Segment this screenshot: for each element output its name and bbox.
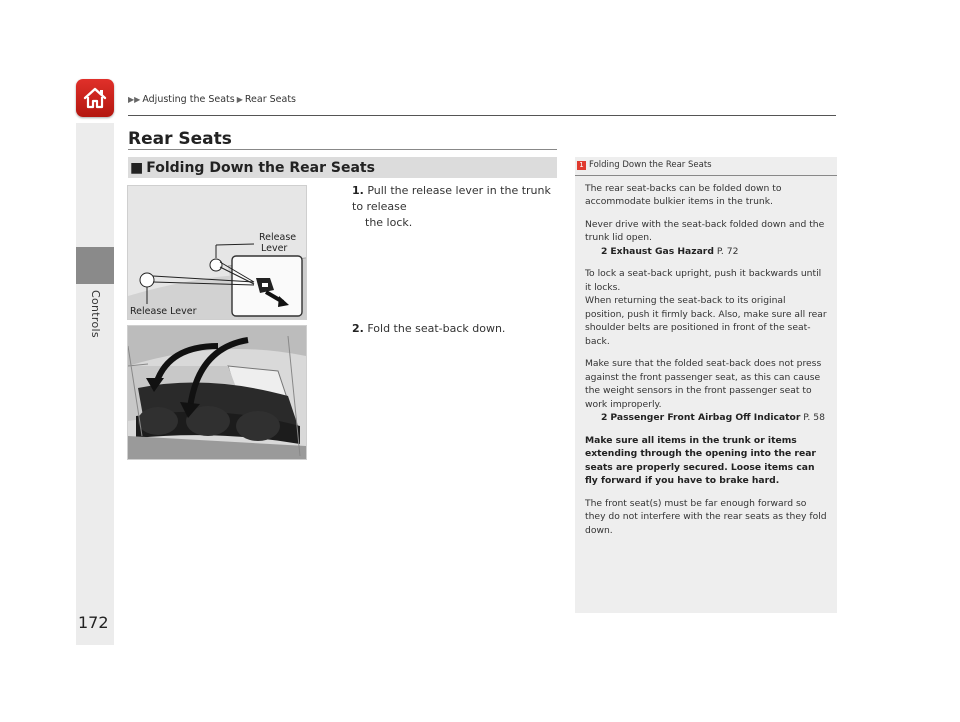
header-divider [128, 115, 836, 116]
page-title: Rear Seats [128, 129, 232, 149]
note-paragraph: To lock a seat-back upright, push it backwards until it locks. [585, 268, 822, 293]
side-note-title: Folding Down the Rear Seats [589, 160, 712, 170]
section-marker: ■ [130, 159, 144, 176]
note-paragraph: Never drive with the seat-back folded down and the trunk lid open. 2 Exhaust Gas Hazard P. 72 [585, 218, 827, 259]
title-divider [128, 149, 557, 150]
note-paragraph: The rear seat-backs can be folded down to accommodate bulkier items in the trunk. [585, 182, 782, 207]
home-icon [82, 86, 108, 110]
cross-reference-airbag-indicator[interactable]: 2 Passenger Front Airbag Off Indicator P. 58 [601, 412, 825, 423]
breadcrumb-item-rear-seats[interactable]: Rear Seats [244, 94, 296, 105]
note-number-icon: 1 [577, 161, 586, 170]
note-paragraph: The front seat(s) must be far enough forward so they do not interfere with the rear seats as they fold down. [585, 497, 827, 536]
section-title: Folding Down the Rear Seats [146, 159, 375, 176]
reference-arrow-icon: 2 [601, 412, 608, 423]
release-lever-label-bottom: Release Lever [130, 306, 197, 317]
note-warning: Make sure all items in the trunk or items extending through the opening into the rear seats are properly secured. Loose items can fly forward if you have to brake hard. [585, 434, 816, 486]
breadcrumb-arrow-icon: ▶ [236, 95, 243, 104]
home-button[interactable] [76, 79, 114, 117]
breadcrumb-arrow-icon: ▶▶ [128, 95, 141, 104]
rear-seat-drawing [128, 326, 306, 459]
section-heading [128, 157, 557, 178]
side-note-header [575, 157, 837, 176]
cross-reference-exhaust-gas[interactable]: 2 Exhaust Gas Hazard P. 72 [601, 245, 739, 257]
step-1: 1. Pull the release lever in the trunk to release the lock. [352, 184, 551, 229]
sidebar-section-label: Controls [89, 290, 102, 338]
sidebar-track [76, 123, 114, 645]
breadcrumb [128, 94, 296, 105]
note-paragraph: Make sure that the folded seat-back does not press against the front passenger seat, as this can cause the weight sensors in the front passenger seat to work improperly. 2 Passenger Front Airbag Off Indicator P. 58 [585, 357, 827, 425]
side-note-panel [575, 157, 837, 613]
reference-arrow-icon: 2 [601, 245, 608, 257]
fold-seatback-illustration [127, 325, 307, 460]
note-paragraph: When returning the seat-back to its original position, push it firmly back. Also, make sure all rear shoulder belts are positioned in front of the seat-back. [585, 295, 827, 347]
sidebar-section-tab[interactable] [76, 247, 114, 284]
step-2: 2. Fold the seat-back down. [352, 322, 506, 335]
breadcrumb-item-adjusting-seats[interactable]: Adjusting the Seats [142, 94, 235, 105]
page-number: 172 [78, 613, 109, 632]
release-lever-label-top: Release Lever [259, 232, 297, 254]
side-note-body [575, 176, 837, 538]
